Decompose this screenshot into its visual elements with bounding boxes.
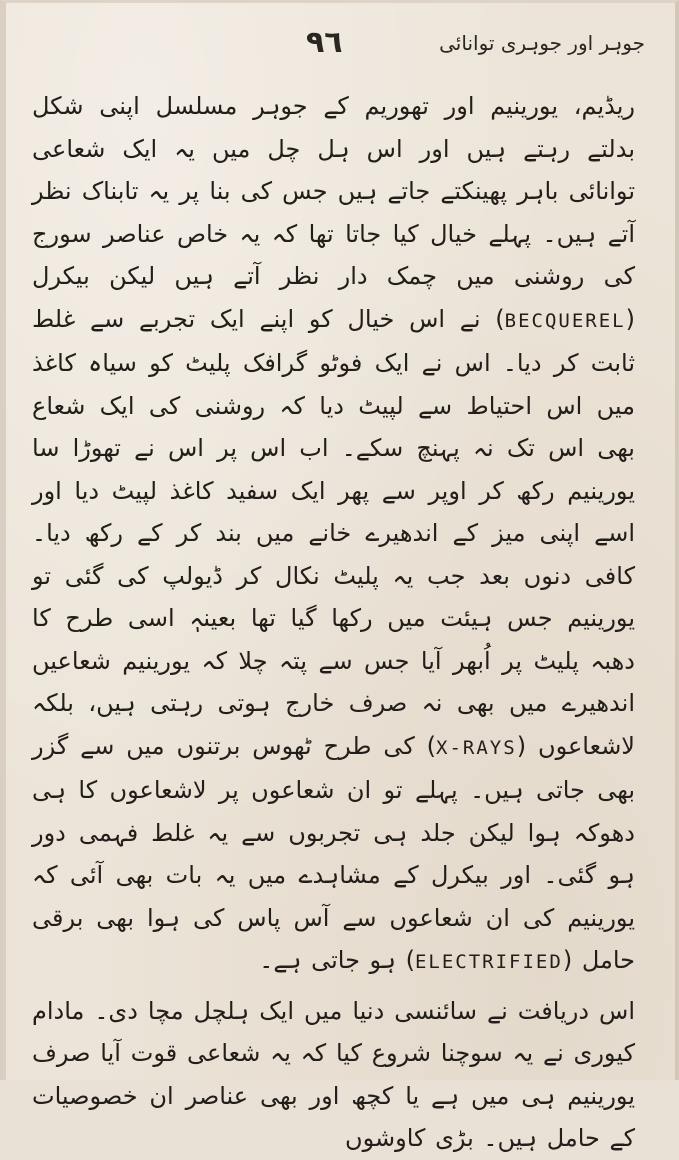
paragraph-1-part-4: ) ہو جاتی ہے۔ [259, 946, 415, 974]
paragraph-1-part-1: ریڈیم، یورینیم اور تھوریم کے جوہر مسلسل اپنی شکل بدلتے رہتے ہیں اور اس ہل چل میں یہ ایک شعاعی توانائی باہر پھینکتے جاتے ہیں جس کی بنا پر یہ تابناک نظر آتے ہیں۔ پہلے خیال کیا جاتا تھا کہ یہ خاص عناصر سورج کی روشنی میں چمک دار نظر آتے ہیں لیکن بیکرل ( [32, 92, 635, 333]
running-title: جوہر اور جوہری توانائی [439, 31, 645, 55]
page-number: ٩٦ [306, 25, 343, 60]
paragraph-1-part-3: ) کی طرح ٹھوس برتنوں میں سے گزر بھی جاتی ہیں۔ پہلے تو ان شعاعوں پر لاشعاعوں کا ہی دھوکہ ہوا لیکن جلد ہی تجربوں سے یہ غلط فہمی دور ہو گئی۔ اور بیکرل کے مشاہدے میں یہ بات بھی آئی کہ یورینیم کی ان شعاعوں سے آس پاس کی ہوا بھی برقی حامل ( [32, 731, 635, 974]
term-x-rays: X-RAYS [436, 736, 517, 759]
page-header [36, 25, 649, 65]
term-becquerel: BECQUEREL [504, 309, 626, 332]
body-text [32, 85, 635, 1160]
paragraph-2: اس دریافت نے سائنسی دنیا میں ایک ہلچل مچا دی۔ مادام کیوری نے یہ سوچنا شروع کیا کہ یہ شعاعی قوت آیا صرف یورینیم ہی میں ہے یا کچھ اور بھی عناصر ان خصوصیات کے حامل ہیں۔ بڑی کاوشوں [32, 996, 635, 1152]
paragraph-1 [32, 85, 635, 984]
term-electrified: ELECTRIFIED [414, 951, 563, 973]
paragraph-1-part-2: ) نے اس خیال کو اپنے ایک تجربے سے غلط ثابت کر دیا۔ اس نے ایک فوٹو گرافک پلیٹ کو سیاہ کاغذ میں اس احتیاط سے لپیٹ دیا کہ روشنی کی ایک شعاع بھی اس تک نہ پہنچ سکے۔ اب اس پر اس نے تھوڑا سا یورینیم رکھ کر اوپر سے پھر ایک سفید کاغذ لپیٹ دیا اور اسے اپنی میز کے اندھیرے خانے میں بند کر کے رکھ دیا۔ کافی دنوں بعد جب یہ پلیٹ نکال کر ڈیولپ کی گئی تو یورینیم جس ہیئت میں رکھا گیا تھا بعینہٖ اسی طرح کا دھبہ پلیٹ پر اُبھر آیا جس سے پتہ چلا کہ یورینیم شعاعیں اندھیرے میں بھی نہ صرف خارج ہوتی رہتی ہیں، بلکہ لاشعاعوں ( [32, 304, 635, 760]
